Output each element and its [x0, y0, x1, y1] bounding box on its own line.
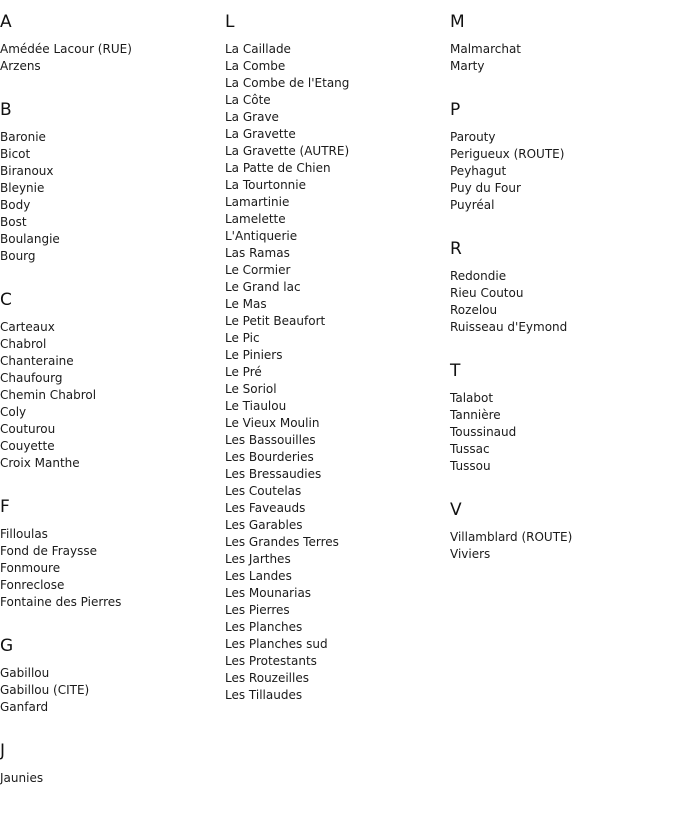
street-link[interactable]: Les Protestants: [225, 654, 317, 668]
list-item: [225, 58, 445, 75]
list-item: [225, 330, 445, 347]
street-link[interactable]: Parouty: [450, 130, 496, 144]
list-item: [225, 670, 445, 687]
street-link[interactable]: Chanteraine: [0, 354, 74, 368]
list-item: [225, 143, 445, 160]
street-link[interactable]: Rozelou: [450, 303, 498, 317]
street-link[interactable]: Le Mas: [225, 297, 267, 311]
list-item: [0, 543, 220, 560]
street-link[interactable]: Bleynie: [0, 181, 45, 195]
group-spacer: [0, 265, 220, 289]
street-list: [0, 129, 220, 265]
list-item: [225, 364, 445, 381]
list-item: [450, 58, 670, 75]
letter-heading: R: [450, 239, 462, 259]
street-link[interactable]: Le Pic: [225, 331, 260, 345]
list-item: [450, 424, 670, 441]
list-item: [225, 194, 445, 211]
street-link[interactable]: Lamelette: [225, 212, 286, 226]
street-link[interactable]: Bourg: [0, 249, 36, 263]
letter-heading: L: [225, 12, 235, 32]
list-item: [225, 398, 445, 415]
letter-group-m: [450, 11, 670, 75]
list-item: [0, 163, 220, 180]
letter-heading: M: [450, 12, 465, 32]
list-item: [225, 177, 445, 194]
list-item: [225, 347, 445, 364]
list-item: [0, 387, 220, 404]
list-item: [450, 41, 670, 58]
street-list: [450, 390, 670, 475]
list-item: [0, 214, 220, 231]
street-link[interactable]: Villamblard (ROUTE): [450, 530, 573, 544]
street-index-column-1: [0, 11, 220, 787]
group-spacer: [0, 472, 220, 496]
street-list: [450, 41, 670, 75]
street-link[interactable]: Couturou: [0, 422, 56, 436]
list-item: [225, 415, 445, 432]
street-link[interactable]: Boulangie: [0, 232, 60, 246]
street-list: [225, 41, 445, 704]
street-link[interactable]: Fonmoure: [0, 561, 61, 575]
street-list: [450, 268, 670, 336]
street-link[interactable]: L'Antiquerie: [225, 229, 298, 243]
street-link[interactable]: Toussinaud: [450, 425, 517, 439]
list-item: [225, 126, 445, 143]
list-item: [0, 438, 220, 455]
street-link[interactable]: Les Bassouilles: [225, 433, 316, 447]
group-spacer: [0, 611, 220, 635]
list-item: [450, 268, 670, 285]
list-item: [0, 197, 220, 214]
street-link[interactable]: Perigueux (ROUTE): [450, 147, 565, 161]
street-link[interactable]: Tannière: [450, 408, 501, 422]
street-link[interactable]: Carteaux: [0, 320, 55, 334]
list-item: [0, 336, 220, 353]
street-link[interactable]: Les Landes: [225, 569, 292, 583]
street-link[interactable]: Les Rouzeilles: [225, 671, 309, 685]
street-index-column-2: [225, 11, 445, 704]
street-link[interactable]: Coly: [0, 405, 27, 419]
list-item: [450, 302, 670, 319]
street-link[interactable]: Les Tillaudes: [225, 688, 303, 702]
list-item: [225, 432, 445, 449]
list-item: [225, 602, 445, 619]
street-link[interactable]: La Combe de l'Etang: [225, 76, 350, 90]
list-item: [0, 665, 220, 682]
group-spacer: [450, 75, 670, 99]
street-link[interactable]: Croix Manthe: [0, 456, 80, 470]
street-link[interactable]: Jaunies: [0, 771, 44, 785]
list-item: [450, 285, 670, 302]
list-item: [0, 58, 220, 75]
street-link[interactable]: Amédée Lacour (RUE): [0, 42, 132, 56]
street-link[interactable]: Le Petit Beaufort: [225, 314, 326, 328]
street-link[interactable]: Viviers: [450, 547, 491, 561]
list-item: [225, 109, 445, 126]
list-item: [225, 211, 445, 228]
street-link[interactable]: Tussou: [450, 459, 491, 473]
street-link[interactable]: Gabillou: [0, 666, 50, 680]
street-list: [0, 665, 220, 716]
list-item: [225, 245, 445, 262]
list-item: [225, 381, 445, 398]
street-link[interactable]: Les Bressaudies: [225, 467, 322, 481]
street-index-column-3: [450, 11, 670, 563]
letter-heading: J: [0, 741, 6, 761]
list-item: [450, 129, 670, 146]
letter-group-j: [0, 740, 220, 787]
list-item: [225, 517, 445, 534]
list-item: [450, 319, 670, 336]
group-spacer: [450, 336, 670, 360]
list-item: [225, 534, 445, 551]
street-link[interactable]: Les Grandes Terres: [225, 535, 339, 549]
list-item: [225, 92, 445, 109]
list-item: [0, 353, 220, 370]
street-link[interactable]: Fontaine des Pierres: [0, 595, 122, 609]
letter-heading: P: [450, 100, 461, 120]
street-link[interactable]: Les Planches: [225, 620, 303, 634]
street-link[interactable]: Le Vieux Moulin: [225, 416, 320, 430]
street-link[interactable]: La Caillade: [225, 42, 291, 56]
list-item: [0, 455, 220, 472]
letter-group-t: [450, 360, 670, 475]
list-item: [225, 228, 445, 245]
list-item: [0, 421, 220, 438]
street-list: [0, 526, 220, 611]
street-link[interactable]: Les Coutelas: [225, 484, 302, 498]
street-link[interactable]: Biranoux: [0, 164, 54, 178]
letter-group-r: [450, 238, 670, 336]
list-item: [225, 585, 445, 602]
street-link[interactable]: Bicot: [0, 147, 31, 161]
list-item: [0, 370, 220, 387]
letter-group-g: [0, 635, 220, 716]
street-link[interactable]: La Combe: [225, 59, 286, 73]
street-link[interactable]: Les Garables: [225, 518, 303, 532]
street-link[interactable]: Les Faveauds: [225, 501, 306, 515]
letter-group-f: [0, 496, 220, 611]
street-link[interactable]: Tussac: [450, 442, 490, 456]
street-link[interactable]: Les Bourderies: [225, 450, 314, 464]
list-item: [225, 296, 445, 313]
street-link[interactable]: Les Jarthes: [225, 552, 291, 566]
letter-group-p: [450, 99, 670, 214]
letter-heading: C: [0, 290, 12, 310]
list-item: [0, 526, 220, 543]
list-item: [225, 75, 445, 92]
street-link[interactable]: La Patte de Chien: [225, 161, 331, 175]
list-item: [450, 529, 670, 546]
list-item: [0, 577, 220, 594]
street-link[interactable]: Les Planches sud: [225, 637, 328, 651]
group-spacer: [450, 214, 670, 238]
street-list: [450, 529, 670, 563]
list-item: [0, 41, 220, 58]
list-item: [225, 262, 445, 279]
list-item: [450, 146, 670, 163]
street-link[interactable]: La Gravette: [225, 127, 296, 141]
list-item: [225, 279, 445, 296]
list-item: [450, 546, 670, 563]
list-item: [450, 180, 670, 197]
street-link[interactable]: Le Piniers: [225, 348, 283, 362]
street-list: [450, 129, 670, 214]
list-item: [0, 248, 220, 265]
list-item: [0, 682, 220, 699]
street-link[interactable]: Peyhagut: [450, 164, 507, 178]
street-link[interactable]: Le Soriol: [225, 382, 277, 396]
street-link[interactable]: Gabillou (CITE): [0, 683, 90, 697]
street-link[interactable]: Puyréal: [450, 198, 495, 212]
street-list: [0, 41, 220, 75]
street-link[interactable]: Fond de Fraysse: [0, 544, 97, 558]
street-link[interactable]: Body: [0, 198, 31, 212]
letter-group-l: [225, 11, 445, 704]
list-item: [0, 699, 220, 716]
street-link[interactable]: Bost: [0, 215, 27, 229]
list-item: [0, 231, 220, 248]
street-link[interactable]: La Tourtonnie: [225, 178, 306, 192]
list-item: [225, 313, 445, 330]
street-link[interactable]: Lamartinie: [225, 195, 290, 209]
list-item: [225, 619, 445, 636]
list-item: [450, 407, 670, 424]
street-link[interactable]: Arzens: [0, 59, 41, 73]
street-list: [0, 770, 220, 787]
list-item: [0, 319, 220, 336]
list-item: [225, 160, 445, 177]
list-item: [225, 687, 445, 704]
street-link[interactable]: Rieu Coutou: [450, 286, 524, 300]
list-item: [225, 500, 445, 517]
list-item: [450, 458, 670, 475]
street-link[interactable]: Les Pierres: [225, 603, 290, 617]
street-link[interactable]: Le Tiaulou: [225, 399, 287, 413]
list-item: [0, 404, 220, 421]
street-link[interactable]: La Côte: [225, 93, 271, 107]
list-item: [450, 441, 670, 458]
street-link[interactable]: Marty: [450, 59, 485, 73]
street-link[interactable]: La Grave: [225, 110, 279, 124]
street-link[interactable]: Malmarchat: [450, 42, 522, 56]
list-item: [450, 163, 670, 180]
list-item: [450, 197, 670, 214]
group-spacer: [0, 75, 220, 99]
list-item: [0, 594, 220, 611]
list-item: [0, 129, 220, 146]
street-link[interactable]: Les Mounarias: [225, 586, 312, 600]
group-spacer: [450, 475, 670, 499]
street-link[interactable]: Le Grand lac: [225, 280, 301, 294]
street-link[interactable]: Puy du Four: [450, 181, 521, 195]
street-link[interactable]: Le Cormier: [225, 263, 291, 277]
list-item: [0, 180, 220, 197]
list-item: [225, 653, 445, 670]
street-link[interactable]: Baronie: [0, 130, 46, 144]
street-link[interactable]: Filloulas: [0, 527, 48, 541]
group-spacer: [0, 716, 220, 740]
street-link[interactable]: Chaufourg: [0, 371, 63, 385]
street-link[interactable]: La Gravette (AUTRE): [225, 144, 350, 158]
list-item: [225, 551, 445, 568]
street-link[interactable]: Las Ramas: [225, 246, 290, 260]
street-list: [0, 319, 220, 472]
letter-group-c: [0, 289, 220, 472]
letter-heading: T: [450, 361, 461, 381]
street-link[interactable]: Ganfard: [0, 700, 49, 714]
street-link[interactable]: Talabot: [450, 391, 494, 405]
street-link[interactable]: Chemin Chabrol: [0, 388, 97, 402]
street-link[interactable]: Fonreclose: [0, 578, 65, 592]
list-item: [450, 390, 670, 407]
letter-group-a: [0, 11, 220, 75]
list-item: [0, 146, 220, 163]
letter-heading: V: [450, 500, 462, 520]
list-item: [225, 636, 445, 653]
list-item: [225, 41, 445, 58]
list-item: [0, 560, 220, 577]
letter-heading: F: [0, 497, 10, 517]
list-item: [225, 568, 445, 585]
letter-group-b: [0, 99, 220, 265]
list-item: [225, 483, 445, 500]
street-link[interactable]: Chabrol: [0, 337, 47, 351]
list-item: [225, 466, 445, 483]
street-link[interactable]: Le Pré: [225, 365, 262, 379]
letter-heading: A: [0, 12, 12, 32]
letter-heading: G: [0, 636, 14, 656]
street-link[interactable]: Ruisseau d'Eymond: [450, 320, 568, 334]
letter-group-v: [450, 499, 670, 563]
street-link[interactable]: Couyette: [0, 439, 55, 453]
list-item: [225, 449, 445, 466]
list-item: [0, 770, 220, 787]
letter-heading: B: [0, 100, 12, 120]
street-link[interactable]: Redondie: [450, 269, 507, 283]
